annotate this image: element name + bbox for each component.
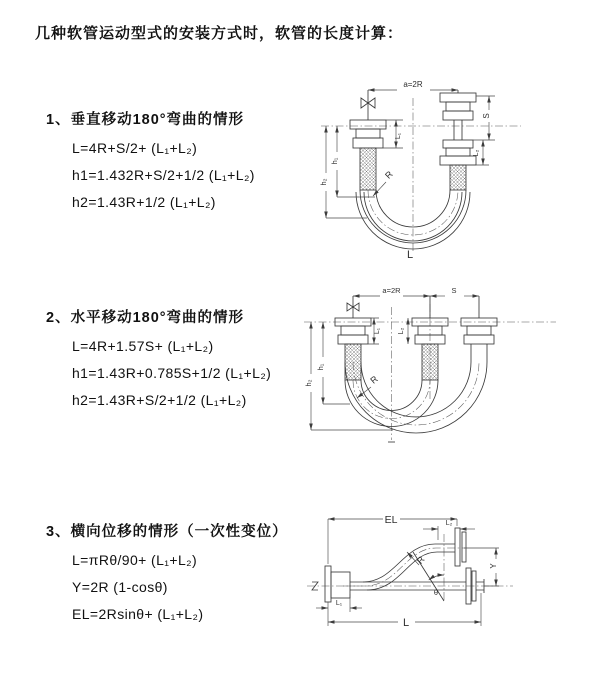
dim-label-length: L — [406, 249, 414, 260]
formula-h1: h1=1.43R+0.785S+1/2 (L₁+L₂) — [72, 365, 272, 381]
centerlines — [321, 98, 521, 253]
formula-length: L=4R+S/2+ (L₁+L₂) — [72, 140, 198, 156]
dim-label-l1: L₁ — [395, 132, 402, 140]
dimension-lines — [316, 519, 499, 626]
theta-angle-arc — [429, 575, 444, 580]
dim-label-l2: L₂ — [473, 149, 480, 157]
dim-label-radius: R — [368, 373, 380, 386]
diagram-horizontal-180-bend — [298, 282, 568, 457]
hose-assembly — [335, 296, 497, 442]
centerlines — [307, 534, 513, 601]
dim-label-h1: h₁ — [330, 157, 339, 165]
dim-label-h1: h₁ — [316, 363, 325, 371]
section-vertical-bend — [46, 108, 255, 210]
formula-length: L=4R+1.57S+ (L₁+L₂) — [72, 338, 214, 354]
dim-label-s: S — [482, 113, 491, 119]
dim-label-theta: θ — [433, 588, 439, 597]
phantom-pipe-right — [471, 344, 487, 362]
formula-h2: h2=1.43R+S/2+1/2 (L₁+L₂) — [72, 392, 247, 408]
flange-left — [325, 566, 331, 602]
dim-label-el: EL — [384, 514, 398, 526]
diagram-vertical-180-bend — [293, 70, 528, 260]
dim-label-l1: L₁ — [374, 327, 381, 335]
formula-h2: h2=1.43R+1/2 (L₁+L₂) — [72, 194, 216, 210]
section-1-heading: 1、垂直移动180°弯曲的情形 — [46, 112, 245, 128]
dim-label-s: S — [451, 286, 457, 295]
dim-label-y: Y — [489, 563, 498, 569]
flange-upper-right — [455, 528, 460, 566]
dim-label-span: a=2R — [403, 80, 423, 89]
page-title: 几种软管运动型式的安装方式时，软管的长度计算： — [35, 25, 404, 42]
dim-label-h2: h₂ — [319, 178, 328, 186]
section-horizontal-bend — [46, 306, 271, 408]
dim-label-length: L — [402, 617, 410, 629]
formula-y: Y=2R (1-cosθ) — [72, 579, 168, 595]
dim-label-span: a=2R — [382, 286, 401, 295]
dim-label-h2: h₂ — [304, 379, 313, 387]
diagram-lateral-displacement — [303, 500, 588, 640]
braided-hose-left — [360, 148, 376, 190]
hose-lower-wall — [350, 552, 455, 590]
dim-label-l2: L₂ — [398, 327, 405, 335]
dim-label-radius: R — [383, 169, 395, 181]
formula-length: L=πRθ/90+ (L₁+L₂) — [72, 552, 198, 568]
section-2-heading: 2、水平移动180°弯曲的情形 — [46, 310, 245, 326]
section-lateral-offset — [46, 520, 288, 622]
braided-hose-right — [450, 165, 466, 190]
dim-label-l2: L₂ — [445, 520, 453, 527]
dim-label-radius: R — [414, 554, 427, 566]
dim-label-l1: L₁ — [335, 600, 343, 607]
section-3-heading: 3、横向位移的情形（一次性变位） — [46, 524, 288, 540]
hose-upper-wall — [350, 544, 455, 582]
u-bend-phantom-inner — [361, 362, 471, 417]
formula-h1: h1=1.432R+S/2+1/2 (L₁+L₂) — [72, 167, 255, 183]
hose-assembly — [312, 528, 484, 604]
braided-hose-middle — [422, 344, 438, 380]
formula-el: EL=2Rsinθ+ (L₁+L₂) — [72, 606, 204, 622]
